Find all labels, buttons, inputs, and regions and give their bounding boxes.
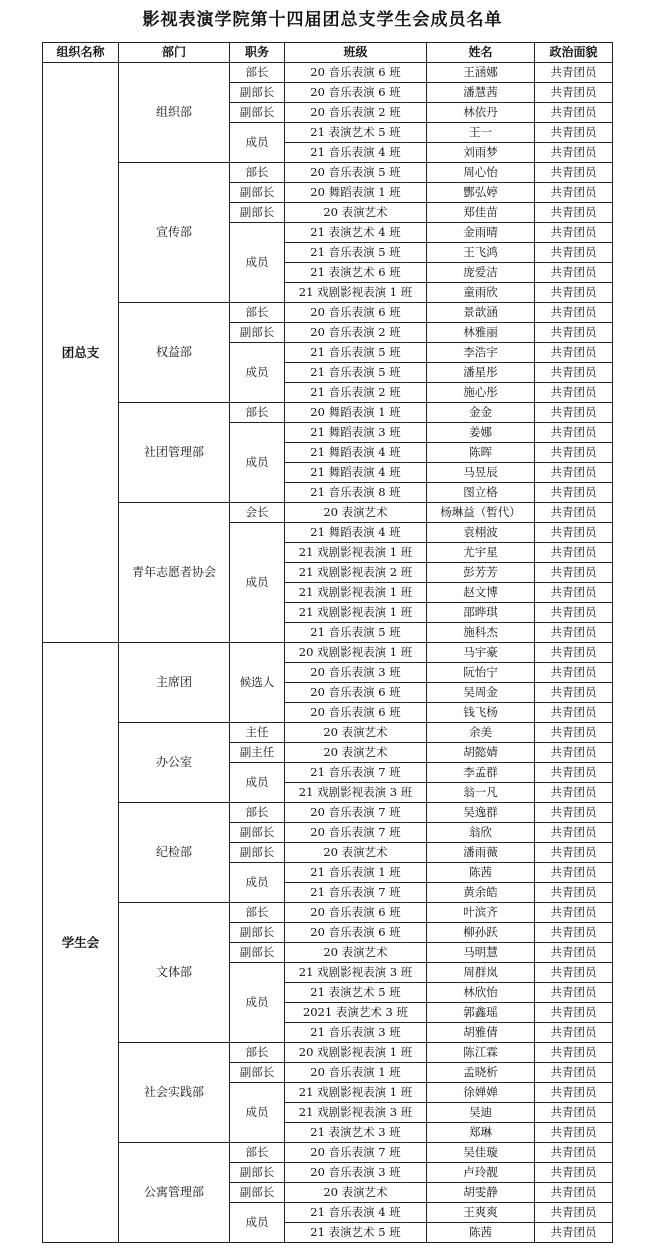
role-cell: 副部长: [230, 323, 285, 343]
member-name-cell: 叶滨齐: [427, 903, 535, 923]
member-name-cell: 潘星彤: [427, 363, 535, 383]
department-cell: 社会实践部: [119, 1043, 230, 1143]
department-cell: 主席团: [119, 643, 230, 723]
member-name-cell: 柳孙跃: [427, 923, 535, 943]
role-cell: 副部长: [230, 1163, 285, 1183]
role-cell: 部长: [230, 1143, 285, 1163]
role-cell: 成员: [230, 123, 285, 163]
department-cell: 办公室: [119, 723, 230, 803]
political-status-cell: 共青团员: [535, 1043, 613, 1063]
department-cell: 社团管理部: [119, 403, 230, 503]
role-cell: 副部长: [230, 103, 285, 123]
member-name-cell: 金金: [427, 403, 535, 423]
class-cell: 21 戏剧影视表演 1 班: [285, 283, 427, 303]
class-cell: 20 音乐表演 6 班: [285, 903, 427, 923]
member-name-cell: 潘雨薇: [427, 843, 535, 863]
class-cell: 21 舞蹈表演 4 班: [285, 443, 427, 463]
class-cell: 21 表演艺术 6 班: [285, 263, 427, 283]
class-cell: 21 音乐表演 5 班: [285, 623, 427, 643]
role-cell: 部长: [230, 903, 285, 923]
class-cell: 21 音乐表演 7 班: [285, 763, 427, 783]
political-status-cell: 共青团员: [535, 443, 613, 463]
header-role: 职务: [230, 43, 285, 63]
political-status-cell: 共青团员: [535, 843, 613, 863]
political-status-cell: 共青团员: [535, 923, 613, 943]
header-row: [43, 43, 613, 63]
class-cell: 21 舞蹈表演 4 班: [285, 523, 427, 543]
class-cell: 21 表演艺术 3 班: [285, 1123, 427, 1143]
member-name-cell: 吴迪: [427, 1103, 535, 1123]
class-cell: 21 表演艺术 5 班: [285, 123, 427, 143]
political-status-cell: 共青团员: [535, 103, 613, 123]
political-status-cell: 共青团员: [535, 203, 613, 223]
member-name-cell: 袁栩波: [427, 523, 535, 543]
role-cell: 主任: [230, 723, 285, 743]
table-row: [43, 503, 613, 523]
table-row: [43, 63, 613, 83]
class-cell: 20 表演艺术: [285, 1183, 427, 1203]
political-status-cell: 共青团员: [535, 463, 613, 483]
class-cell: 21 音乐表演 5 班: [285, 363, 427, 383]
political-status-cell: 共青团员: [535, 643, 613, 663]
org-name-cell: 团总支: [43, 63, 119, 643]
political-status-cell: 共青团员: [535, 823, 613, 843]
political-status-cell: 共青团员: [535, 383, 613, 403]
political-status-cell: 共青团员: [535, 343, 613, 363]
org-name-cell: 学生会: [43, 643, 119, 1243]
political-status-cell: 共青团员: [535, 1083, 613, 1103]
political-status-cell: 共青团员: [535, 1103, 613, 1123]
role-cell: 部长: [230, 63, 285, 83]
role-cell: 副部长: [230, 203, 285, 223]
political-status-cell: 共青团员: [535, 563, 613, 583]
political-status-cell: 共青团员: [535, 363, 613, 383]
class-cell: 21 音乐表演 4 班: [285, 143, 427, 163]
class-cell: 21 舞蹈表演 4 班: [285, 463, 427, 483]
table-row: [43, 643, 613, 663]
role-cell: 成员: [230, 863, 285, 903]
department-cell: 文体部: [119, 903, 230, 1043]
member-name-cell: 卢玲靓: [427, 1163, 535, 1183]
role-cell: 成员: [230, 1083, 285, 1143]
member-name-cell: 郑佳苗: [427, 203, 535, 223]
member-name-cell: 周心怡: [427, 163, 535, 183]
table-row: [43, 903, 613, 923]
member-name-cell: 陈茜: [427, 863, 535, 883]
member-name-cell: 姜娜: [427, 423, 535, 443]
role-cell: 副部长: [230, 1183, 285, 1203]
class-cell: 20 音乐表演 7 班: [285, 823, 427, 843]
political-status-cell: 共青团员: [535, 303, 613, 323]
department-cell: 组织部: [119, 63, 230, 163]
political-status-cell: 共青团员: [535, 683, 613, 703]
class-cell: 20 音乐表演 1 班: [285, 1063, 427, 1083]
department-cell: 纪检部: [119, 803, 230, 903]
header-name: 姓名: [427, 43, 535, 63]
table-row: [43, 303, 613, 323]
member-name-cell: 阮怡宁: [427, 663, 535, 683]
member-name-cell: 马昱辰: [427, 463, 535, 483]
political-status-cell: 共青团员: [535, 543, 613, 563]
role-cell: 副部长: [230, 83, 285, 103]
member-name-cell: 陈晖: [427, 443, 535, 463]
class-cell: 21 戏剧影视表演 1 班: [285, 583, 427, 603]
political-status-cell: 共青团员: [535, 183, 613, 203]
role-cell: 部长: [230, 163, 285, 183]
member-name-cell: 吴逸群: [427, 803, 535, 823]
member-name-cell: 潘慧茜: [427, 83, 535, 103]
political-status-cell: 共青团员: [535, 1223, 613, 1243]
political-status-cell: 共青团员: [535, 243, 613, 263]
class-cell: 21 音乐表演 2 班: [285, 383, 427, 403]
role-cell: 部长: [230, 303, 285, 323]
table-row: [43, 1043, 613, 1063]
political-status-cell: 共青团员: [535, 1003, 613, 1023]
table-row: [43, 723, 613, 743]
member-name-cell: 林依丹: [427, 103, 535, 123]
class-cell: 21 表演艺术 5 班: [285, 1223, 427, 1243]
class-cell: 20 音乐表演 3 班: [285, 1163, 427, 1183]
header-org: 组织名称: [43, 43, 119, 63]
member-name-cell: 童雨欣: [427, 283, 535, 303]
department-cell: 权益部: [119, 303, 230, 403]
class-cell: 21 戏剧影视表演 3 班: [285, 1103, 427, 1123]
member-name-cell: 吴佳璇: [427, 1143, 535, 1163]
member-name-cell: 钱飞杨: [427, 703, 535, 723]
political-status-cell: 共青团员: [535, 143, 613, 163]
member-name-cell: 孟晓析: [427, 1063, 535, 1083]
class-cell: 20 音乐表演 5 班: [285, 163, 427, 183]
class-cell: 20 表演艺术: [285, 743, 427, 763]
role-cell: 副主任: [230, 743, 285, 763]
political-status-cell: 共青团员: [535, 323, 613, 343]
roster-body: [43, 63, 613, 1243]
class-cell: 20 音乐表演 6 班: [285, 63, 427, 83]
member-name-cell: 王涵娜: [427, 63, 535, 83]
page-title: 影视表演学院第十四届团总支学生会成员名单: [142, 10, 503, 30]
member-name-cell: 郭鑫瑶: [427, 1003, 535, 1023]
member-name-cell: 胡懿婧: [427, 743, 535, 763]
political-status-cell: 共青团员: [535, 1143, 613, 1163]
class-cell: 20 舞蹈表演 1 班: [285, 183, 427, 203]
political-status-cell: 共青团员: [535, 1023, 613, 1043]
role-cell: 成员: [230, 223, 285, 303]
class-cell: 21 音乐表演 1 班: [285, 863, 427, 883]
political-status-cell: 共青团员: [535, 723, 613, 743]
member-name-cell: 胡雅倩: [427, 1023, 535, 1043]
member-name-cell: 陈江霖: [427, 1043, 535, 1063]
class-cell: 2021 表演艺术 3 班: [285, 1003, 427, 1023]
political-status-cell: 共青团员: [535, 523, 613, 543]
class-cell: 20 表演艺术: [285, 203, 427, 223]
role-cell: 部长: [230, 803, 285, 823]
member-name-cell: 林欣怡: [427, 983, 535, 1003]
member-name-cell: 胡雯静: [427, 1183, 535, 1203]
political-status-cell: 共青团员: [535, 1123, 613, 1143]
political-status-cell: 共青团员: [535, 123, 613, 143]
member-name-cell: 施心彤: [427, 383, 535, 403]
political-status-cell: 共青团员: [535, 743, 613, 763]
class-cell: 20 表演艺术: [285, 723, 427, 743]
political-status-cell: 共青团员: [535, 483, 613, 503]
member-name-cell: 王飞鸿: [427, 243, 535, 263]
roster-table: [42, 42, 613, 1243]
political-status-cell: 共青团员: [535, 163, 613, 183]
class-cell: 21 音乐表演 7 班: [285, 883, 427, 903]
political-status-cell: 共青团员: [535, 283, 613, 303]
role-cell: 成员: [230, 423, 285, 503]
role-cell: 候选人: [230, 643, 285, 723]
class-cell: 20 音乐表演 3 班: [285, 663, 427, 683]
class-cell: 21 戏剧影视表演 1 班: [285, 543, 427, 563]
role-cell: 副部长: [230, 923, 285, 943]
header-class: 班级: [285, 43, 427, 63]
political-status-cell: 共青团员: [535, 623, 613, 643]
class-cell: 20 音乐表演 2 班: [285, 323, 427, 343]
class-cell: 20 音乐表演 6 班: [285, 703, 427, 723]
role-cell: 副部长: [230, 943, 285, 963]
political-status-cell: 共青团员: [535, 423, 613, 443]
department-cell: 青年志愿者协会: [119, 503, 230, 643]
class-cell: 20 音乐表演 6 班: [285, 83, 427, 103]
class-cell: 21 戏剧影视表演 3 班: [285, 963, 427, 983]
class-cell: 21 音乐表演 5 班: [285, 243, 427, 263]
class-cell: 20 戏剧影视表演 1 班: [285, 1043, 427, 1063]
political-status-cell: 共青团员: [535, 783, 613, 803]
table-row: [43, 163, 613, 183]
class-cell: 20 舞蹈表演 1 班: [285, 403, 427, 423]
class-cell: 21 表演艺术 5 班: [285, 983, 427, 1003]
political-status-cell: 共青团员: [535, 963, 613, 983]
table-row: [43, 403, 613, 423]
member-name-cell: 吴周金: [427, 683, 535, 703]
member-name-cell: 李浩宇: [427, 343, 535, 363]
member-name-cell: 黄余皓: [427, 883, 535, 903]
political-status-cell: 共青团员: [535, 403, 613, 423]
member-name-cell: 马明慧: [427, 943, 535, 963]
member-name-cell: 郑琳: [427, 1123, 535, 1143]
member-name-cell: 周群岚: [427, 963, 535, 983]
member-name-cell: 余美: [427, 723, 535, 743]
class-cell: 20 表演艺术: [285, 943, 427, 963]
class-cell: 20 音乐表演 6 班: [285, 683, 427, 703]
class-cell: 21 音乐表演 3 班: [285, 1023, 427, 1043]
political-status-cell: 共青团员: [535, 703, 613, 723]
member-name-cell: 翁一凡: [427, 783, 535, 803]
class-cell: 21 音乐表演 8 班: [285, 483, 427, 503]
member-name-cell: 马宇豪: [427, 643, 535, 663]
member-name-cell: 王一: [427, 123, 535, 143]
class-cell: 21 戏剧影视表演 1 班: [285, 1083, 427, 1103]
role-cell: 成员: [230, 343, 285, 403]
political-status-cell: 共青团员: [535, 263, 613, 283]
class-cell: 21 戏剧影视表演 1 班: [285, 603, 427, 623]
class-cell: 20 戏剧影视表演 1 班: [285, 643, 427, 663]
member-name-cell: 徐婵婵: [427, 1083, 535, 1103]
political-status-cell: 共青团员: [535, 1163, 613, 1183]
class-cell: 20 表演艺术: [285, 503, 427, 523]
political-status-cell: 共青团员: [535, 883, 613, 903]
class-cell: 20 音乐表演 6 班: [285, 923, 427, 943]
role-cell: 成员: [230, 1203, 285, 1243]
role-cell: 部长: [230, 1043, 285, 1063]
political-status-cell: 共青团员: [535, 943, 613, 963]
political-status-cell: 共青团员: [535, 63, 613, 83]
table-row: [43, 1143, 613, 1163]
class-cell: 20 音乐表演 6 班: [285, 303, 427, 323]
member-name-cell: 李孟群: [427, 763, 535, 783]
member-name-cell: 庞爱洁: [427, 263, 535, 283]
political-status-cell: 共青团员: [535, 583, 613, 603]
member-name-cell: 邵晔琪: [427, 603, 535, 623]
role-cell: 成员: [230, 963, 285, 1043]
role-cell: 副部长: [230, 823, 285, 843]
department-cell: 宣传部: [119, 163, 230, 303]
member-name-cell: 金雨晴: [427, 223, 535, 243]
member-name-cell: 林雅丽: [427, 323, 535, 343]
member-name-cell: 彭芳芳: [427, 563, 535, 583]
member-name-cell: 施科杰: [427, 623, 535, 643]
class-cell: 20 音乐表演 7 班: [285, 1143, 427, 1163]
political-status-cell: 共青团员: [535, 663, 613, 683]
member-name-cell: 翁欣: [427, 823, 535, 843]
table-row: [43, 803, 613, 823]
role-cell: 会长: [230, 503, 285, 523]
role-cell: 副部长: [230, 843, 285, 863]
political-status-cell: 共青团员: [535, 1203, 613, 1223]
header-status: 政治面貌: [535, 43, 613, 63]
political-status-cell: 共青团员: [535, 223, 613, 243]
member-name-cell: 杨琳益（暂代）: [427, 503, 535, 523]
political-status-cell: 共青团员: [535, 83, 613, 103]
member-name-cell: 图立格: [427, 483, 535, 503]
political-status-cell: 共青团员: [535, 983, 613, 1003]
class-cell: 21 戏剧影视表演 3 班: [285, 783, 427, 803]
member-name-cell: 景歆涵: [427, 303, 535, 323]
role-cell: 成员: [230, 523, 285, 643]
member-name-cell: 刘雨梦: [427, 143, 535, 163]
political-status-cell: 共青团员: [535, 903, 613, 923]
role-cell: 成员: [230, 763, 285, 803]
role-cell: 副部长: [230, 183, 285, 203]
class-cell: 21 戏剧影视表演 2 班: [285, 563, 427, 583]
class-cell: 21 表演艺术 4 班: [285, 223, 427, 243]
member-name-cell: 酆弘婷: [427, 183, 535, 203]
political-status-cell: 共青团员: [535, 1183, 613, 1203]
political-status-cell: 共青团员: [535, 603, 613, 623]
political-status-cell: 共青团员: [535, 1063, 613, 1083]
political-status-cell: 共青团员: [535, 763, 613, 783]
class-cell: 21 音乐表演 4 班: [285, 1203, 427, 1223]
member-name-cell: 赵文博: [427, 583, 535, 603]
header-department: 部门: [119, 43, 230, 63]
member-name-cell: 陈茜: [427, 1223, 535, 1243]
member-name-cell: 尤宇星: [427, 543, 535, 563]
department-cell: 公寓管理部: [119, 1143, 230, 1243]
political-status-cell: 共青团员: [535, 803, 613, 823]
class-cell: 20 音乐表演 7 班: [285, 803, 427, 823]
class-cell: 20 音乐表演 2 班: [285, 103, 427, 123]
class-cell: 21 音乐表演 5 班: [285, 343, 427, 363]
role-cell: 部长: [230, 403, 285, 423]
class-cell: 20 表演艺术: [285, 843, 427, 863]
political-status-cell: 共青团员: [535, 503, 613, 523]
political-status-cell: 共青团员: [535, 863, 613, 883]
class-cell: 21 舞蹈表演 3 班: [285, 423, 427, 443]
member-name-cell: 王爽爽: [427, 1203, 535, 1223]
role-cell: 副部长: [230, 1063, 285, 1083]
